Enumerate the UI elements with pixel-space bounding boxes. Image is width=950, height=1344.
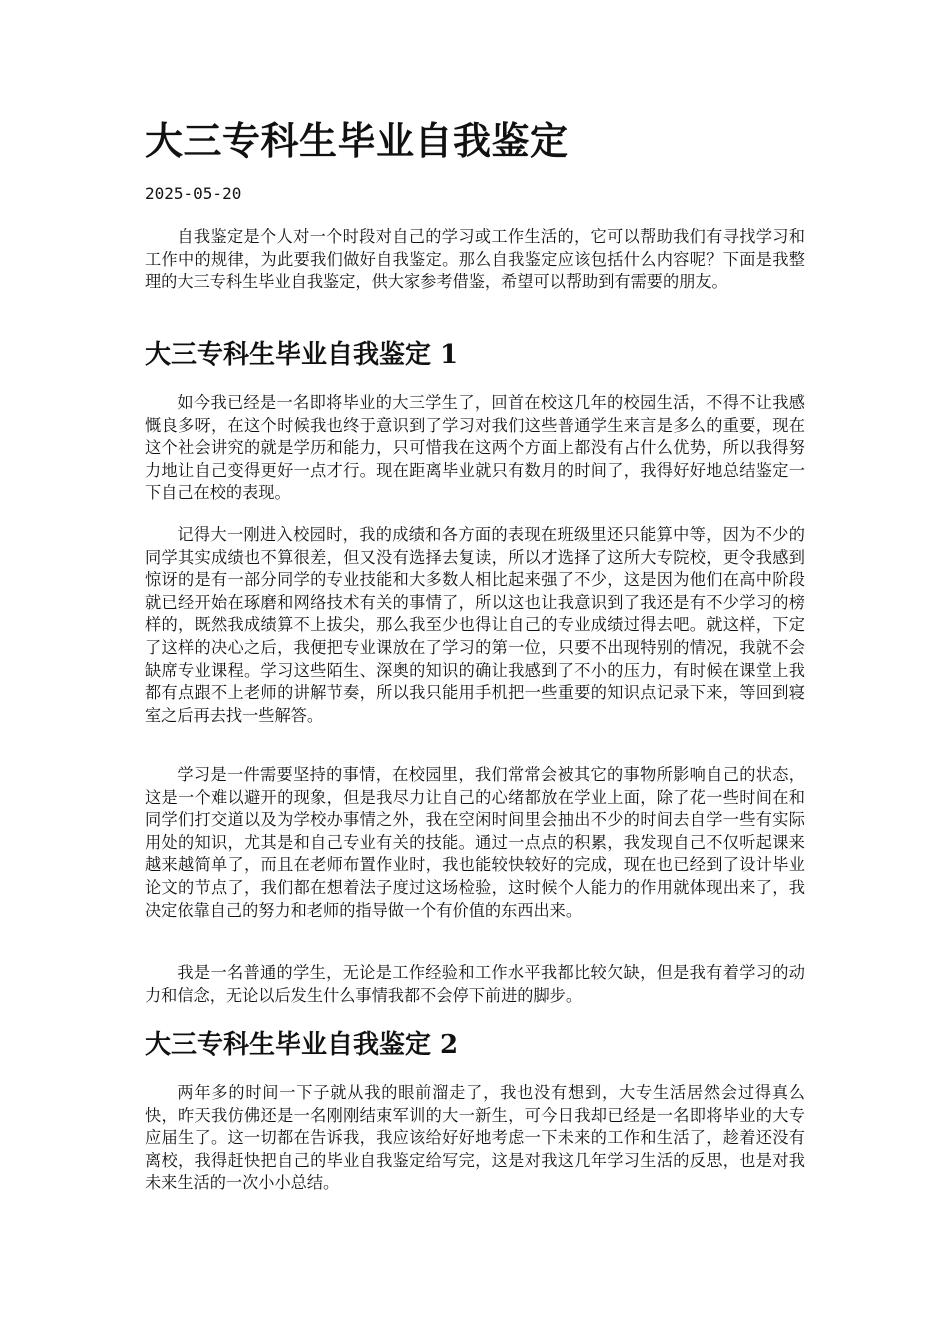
- publish-date: 2025-05-20: [145, 184, 242, 203]
- section-1-paragraph-3: 学习是一件需要坚持的事情，在校园里，我们常常会被其它的事物所影响自己的状态，这是一个难以避开的现象，但是我尽力让自己的心绪都放在学业上面，除了花一些时间在和同学们打交道以及为学校办事情之外，我在空闲时间里会抽出不少的时间去自学一些有实际用处的知识，尤其是和自己专业有关的技能。通过一点点的积累，我发现自己不仅听起课来越来越简单了，而且在老师布置作业时，我也能较快较好的完成，现在也已经到了设计毕业论文的节点了，我们都在想着法子度过这场检验，这时候个人能力的作用就体现出来了，我决定依靠自己的努力和老师的指导做一个有价值的东西出来。: [145, 765, 805, 920]
- section-1-paragraph-1: 如今我已经是一名即将毕业的大三学生了，回首在校这几年的校园生活，不得不让我感慨良多呀，在这个时候我也终于意识到了学习对我们这些普通学生来言是多么的重要，现在这个社会讲究的就是学历和能力，只可惜我在这两个方面上都没有占什么优势，所以我得努力地让自己变得更好一点才行。现在距离毕业就只有数月的时间了，我得好好地总结鉴定一下自己在校的表现。: [145, 393, 805, 503]
- intro-paragraph: 自我鉴定是个人对一个时段对自己的学习或工作生活的，它可以帮助我们有寻找学习和工作中的规律，为此要我们做好自我鉴定。那么自我鉴定应该包括什么内容呢？下面是我整理的大三专科生毕业自我鉴定，供大家参考借鉴，希望可以帮助到有需要的朋友。: [145, 227, 805, 292]
- section-1-paragraph-4: 我是一名普通的学生，无论是工作经验和工作水平我都比较欠缺，但是我有着学习的动力和信念，无论以后发生什么事情我都不会停下前进的脚步。: [145, 963, 805, 1005]
- section-heading-1: 大三专科生毕业自我鉴定 1: [145, 340, 459, 370]
- section-1-paragraph-2: 记得大一刚进入校园时，我的成绩和各方面的表现在班级里还只能算中等，因为不少的同学其实成绩也不算很差，但又没有选择去复读，所以才选择了这所大专院校，更令我感到惊讶的是有一部分同学的专业技能和大多数人相比起来强了不少，这是因为他们在高中阶段就已经开始在琢磨和网络技术有关的事情了，所以这也让我意识到了我还是有不少学习的榜样的，既然我成绩算不上拔尖，那么我至少也得让自己的专业成绩过得去吧。就这样，下定了这样的决心之后，我便把专业课放在了学习的第一位，只要不出现特别的情况，我就不会缺席专业课程。学习这些陌生、深奥的知识的确让我感到了不小的压力，有时候在课堂上我都有点跟不上老师的讲解节奏，所以我只能用手机把一些重要的知识点记录下来，等回到寝室之后再去找一些解答。: [145, 525, 805, 725]
- document-title: 大三专科生毕业自我鉴定: [145, 118, 569, 163]
- section-heading-2: 大三专科生毕业自我鉴定 2: [145, 1030, 459, 1060]
- section-2-paragraph-1: 两年多的时间一下子就从我的眼前溜走了，我也没有想到，大专生活居然会过得真么快，昨天我仿佛还是一名刚刚结束军训的大一新生，可今日我却已经是一名即将毕业的大专应届生了。这一切都在告诉我，我应该给好好地考虑一下未来的工作和生活了，趁着还没有离校，我得赶快把自己的毕业自我鉴定给写完，这是对我这几年学习生活的反思，也是对我未来生活的一次小小总结。: [145, 1083, 805, 1193]
